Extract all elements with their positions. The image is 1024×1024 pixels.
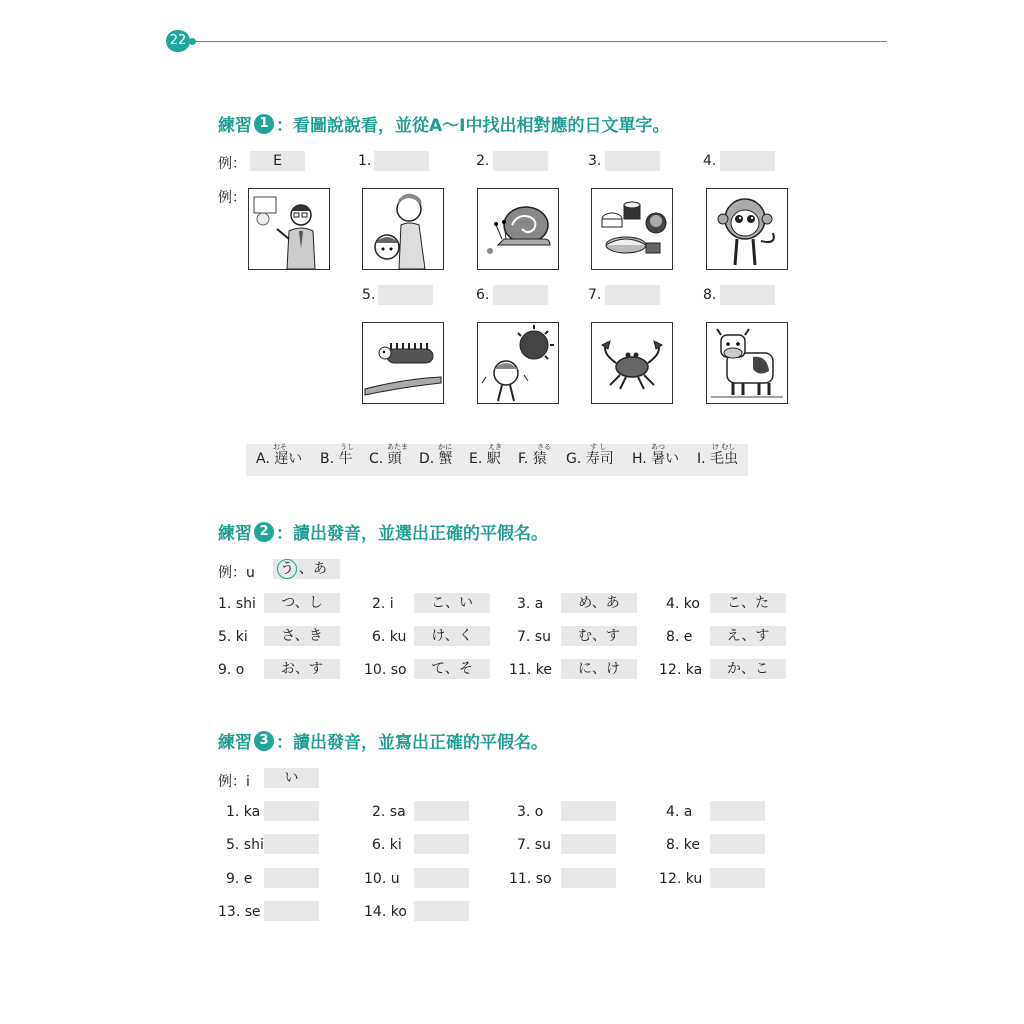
ex1-number-2: 2.: [476, 153, 490, 169]
choice-g-ruby: す し: [590, 443, 607, 451]
choice-f-text: F. 猿: [518, 451, 547, 467]
ex2-item-3-options[interactable]: め、あ: [561, 593, 637, 613]
ex3-item-14-label: 14. ko: [364, 904, 407, 920]
ex2-item-11-options[interactable]: に、け: [561, 659, 637, 679]
ex3-item-9-label: 9. e: [226, 871, 253, 887]
monkey-icon: [706, 188, 788, 270]
ex2-item-10-label: 10. so: [364, 662, 407, 678]
choice-h-text: H. 暑い: [632, 451, 680, 467]
ex3-item-13-box[interactable]: [264, 901, 319, 921]
ex1-example-answer: E: [250, 151, 305, 171]
choice-d-text: D. 蟹: [419, 451, 453, 467]
ex1-number-3: 3.: [588, 153, 602, 169]
ex2-item-4-label: 4. ko: [666, 596, 700, 612]
ex2-item-6-label: 6. ku: [372, 629, 407, 645]
ex3-item-1-box[interactable]: [264, 801, 319, 821]
ex2-item-7-label: 7. su: [517, 629, 551, 645]
ex1-answer-box-4[interactable]: [720, 151, 775, 171]
choice-h-ruby: あつ: [651, 443, 665, 451]
ex1-answer-box-3[interactable]: [605, 151, 660, 171]
ex3-item-8-label: 8. ke: [666, 837, 701, 853]
ex3-item-1-label: 1. ka: [226, 804, 261, 820]
ex1-number-4: 4.: [703, 153, 717, 169]
ex2-item-8-options[interactable]: え、す: [710, 626, 786, 646]
choice-i-text: I. 毛虫: [697, 451, 739, 467]
ex1-number-1: 1.: [358, 153, 372, 169]
ex2-item-7-options[interactable]: む、す: [561, 626, 637, 646]
ex3-item-2-label: 2. sa: [372, 804, 406, 820]
ex1-example-pic-label: 例：: [218, 190, 246, 206]
choice-e-text: E. 駅: [469, 451, 501, 467]
choice-e-ruby: えき: [488, 443, 502, 451]
exercise-2-badge: 2: [254, 522, 274, 542]
ex3-item-3-box[interactable]: [561, 801, 616, 821]
exercise-2-title: [218, 519, 548, 544]
choice-a-ruby: おそ: [273, 443, 287, 451]
exercise-2-title-text: ：讀出發音，並選出正確的平假名。: [276, 524, 548, 544]
choice-h: [632, 443, 680, 468]
ex1-number-7: 7.: [588, 287, 602, 303]
ex3-item-11-box[interactable]: [561, 868, 616, 888]
ex2-item-6-options[interactable]: け、く: [414, 626, 490, 646]
snail-icon: [477, 188, 559, 270]
choice-b: [320, 443, 354, 468]
choice-i-ruby: け むし: [712, 443, 736, 451]
ex2-example-label: 例：u: [218, 565, 255, 581]
exercise-3-badge: 3: [254, 731, 274, 751]
ex2-item-11-label: 11. ke: [509, 662, 552, 678]
ex2-item-5-label: 5. ki: [218, 629, 248, 645]
choice-c-ruby: あたま: [387, 443, 408, 451]
header-rule: [195, 41, 887, 42]
ex2-item-10-options[interactable]: て、そ: [414, 659, 490, 679]
person-at-station-icon: [248, 188, 330, 270]
ex1-number-5: 5.: [362, 287, 376, 303]
ex3-item-6-box[interactable]: [414, 834, 469, 854]
ex2-item-2-options[interactable]: こ、い: [414, 593, 490, 613]
exercise-2-title-prefix: 練習: [218, 524, 252, 544]
choice-f-ruby: さる: [537, 443, 551, 451]
ex3-example-answer: い: [264, 768, 319, 788]
ex1-answer-box-7[interactable]: [605, 285, 660, 305]
ex3-item-14-box[interactable]: [414, 901, 469, 921]
exercise-3-title: [218, 728, 548, 753]
ex2-item-8-label: 8. e: [666, 629, 693, 645]
ex3-item-12-box[interactable]: [710, 868, 765, 888]
ex1-number-8: 8.: [703, 287, 717, 303]
choice-d: [419, 443, 453, 468]
choice-b-text: B. 牛: [320, 451, 353, 467]
ex2-item-5-options[interactable]: さ、き: [264, 626, 340, 646]
ex2-example-rest: 、あ: [299, 561, 327, 577]
choice-e: [469, 443, 502, 468]
ex1-answer-box-8[interactable]: [720, 285, 775, 305]
ex3-item-5-label: 5. shi: [226, 837, 264, 853]
ex3-example-label: 例：i: [218, 774, 250, 790]
exercise-1-title-text: ：看圖說說看，並從A～I中找出相對應的日文單字。: [276, 116, 670, 136]
ex3-item-2-box[interactable]: [414, 801, 469, 821]
exercise-3-title-text: ：讀出發音，並寫出正確的平假名。: [276, 733, 548, 753]
choice-a-text: A. 遅い: [256, 451, 303, 467]
mother-and-child-icon: [362, 188, 444, 270]
exercise-1-title: [218, 111, 669, 136]
ex3-item-12-label: 12. ku: [659, 871, 703, 887]
ex3-item-13-label: 13. se: [218, 904, 261, 920]
choice-i: [697, 443, 739, 468]
ex2-example-circled: う: [277, 559, 297, 579]
ex2-item-9-label: 9. o: [218, 662, 245, 678]
ex2-example-options: [273, 559, 340, 579]
ex1-number-6: 6.: [476, 287, 490, 303]
ex1-answer-box-1[interactable]: [374, 151, 429, 171]
ex3-item-11-label: 11. so: [509, 871, 552, 887]
ex3-item-4-box[interactable]: [710, 801, 765, 821]
ex3-item-7-label: 7. su: [517, 837, 551, 853]
ex3-item-4-label: 4. a: [666, 804, 693, 820]
ex3-item-5-box[interactable]: [264, 834, 319, 854]
ex2-item-2-label: 2. i: [372, 596, 394, 612]
exercise-1-badge: 1: [254, 114, 274, 134]
ex3-item-9-box[interactable]: [264, 868, 319, 888]
ex1-answer-box-2[interactable]: [493, 151, 548, 171]
ex3-item-7-box[interactable]: [561, 834, 616, 854]
ex2-item-12-options[interactable]: か、こ: [710, 659, 786, 679]
choice-d-ruby: かに: [438, 443, 452, 451]
choice-g: [566, 443, 614, 468]
exercise-3-title-prefix: 練習: [218, 733, 252, 753]
ex2-item-4-options[interactable]: こ、た: [710, 593, 786, 613]
ex3-item-10-label: 10. u: [364, 871, 400, 887]
page-number: 22: [166, 30, 190, 52]
ex3-item-3-label: 3. o: [517, 804, 544, 820]
choice-a: [256, 443, 303, 468]
cow-icon: [706, 322, 788, 404]
ex1-answer-box-6[interactable]: [493, 285, 548, 305]
ex3-item-8-box[interactable]: [710, 834, 765, 854]
ex3-item-6-label: 6. ki: [372, 837, 402, 853]
ex2-item-1-options[interactable]: つ、し: [264, 593, 340, 613]
choice-c-text: C. 頭: [369, 451, 402, 467]
caterpillar-icon: [362, 322, 444, 404]
crab-icon: [591, 322, 673, 404]
ex2-item-1-label: 1. shi: [218, 596, 256, 612]
choice-c: [369, 443, 408, 468]
ex1-example-label: 例：: [218, 156, 246, 172]
ex2-item-3-label: 3. a: [517, 596, 544, 612]
choice-b-ruby: うし: [340, 443, 354, 451]
exercise-1-title-prefix: 練習: [218, 116, 252, 136]
ex3-item-10-box[interactable]: [414, 868, 469, 888]
sushi-icon: [591, 188, 673, 270]
ex2-item-12-label: 12. ka: [659, 662, 703, 678]
choice-g-text: G. 寿司: [566, 451, 614, 467]
ex1-answer-box-5[interactable]: [378, 285, 433, 305]
choice-f: [518, 443, 551, 468]
ex2-item-9-options[interactable]: お、す: [264, 659, 340, 679]
hot-sun-icon: [477, 322, 559, 404]
